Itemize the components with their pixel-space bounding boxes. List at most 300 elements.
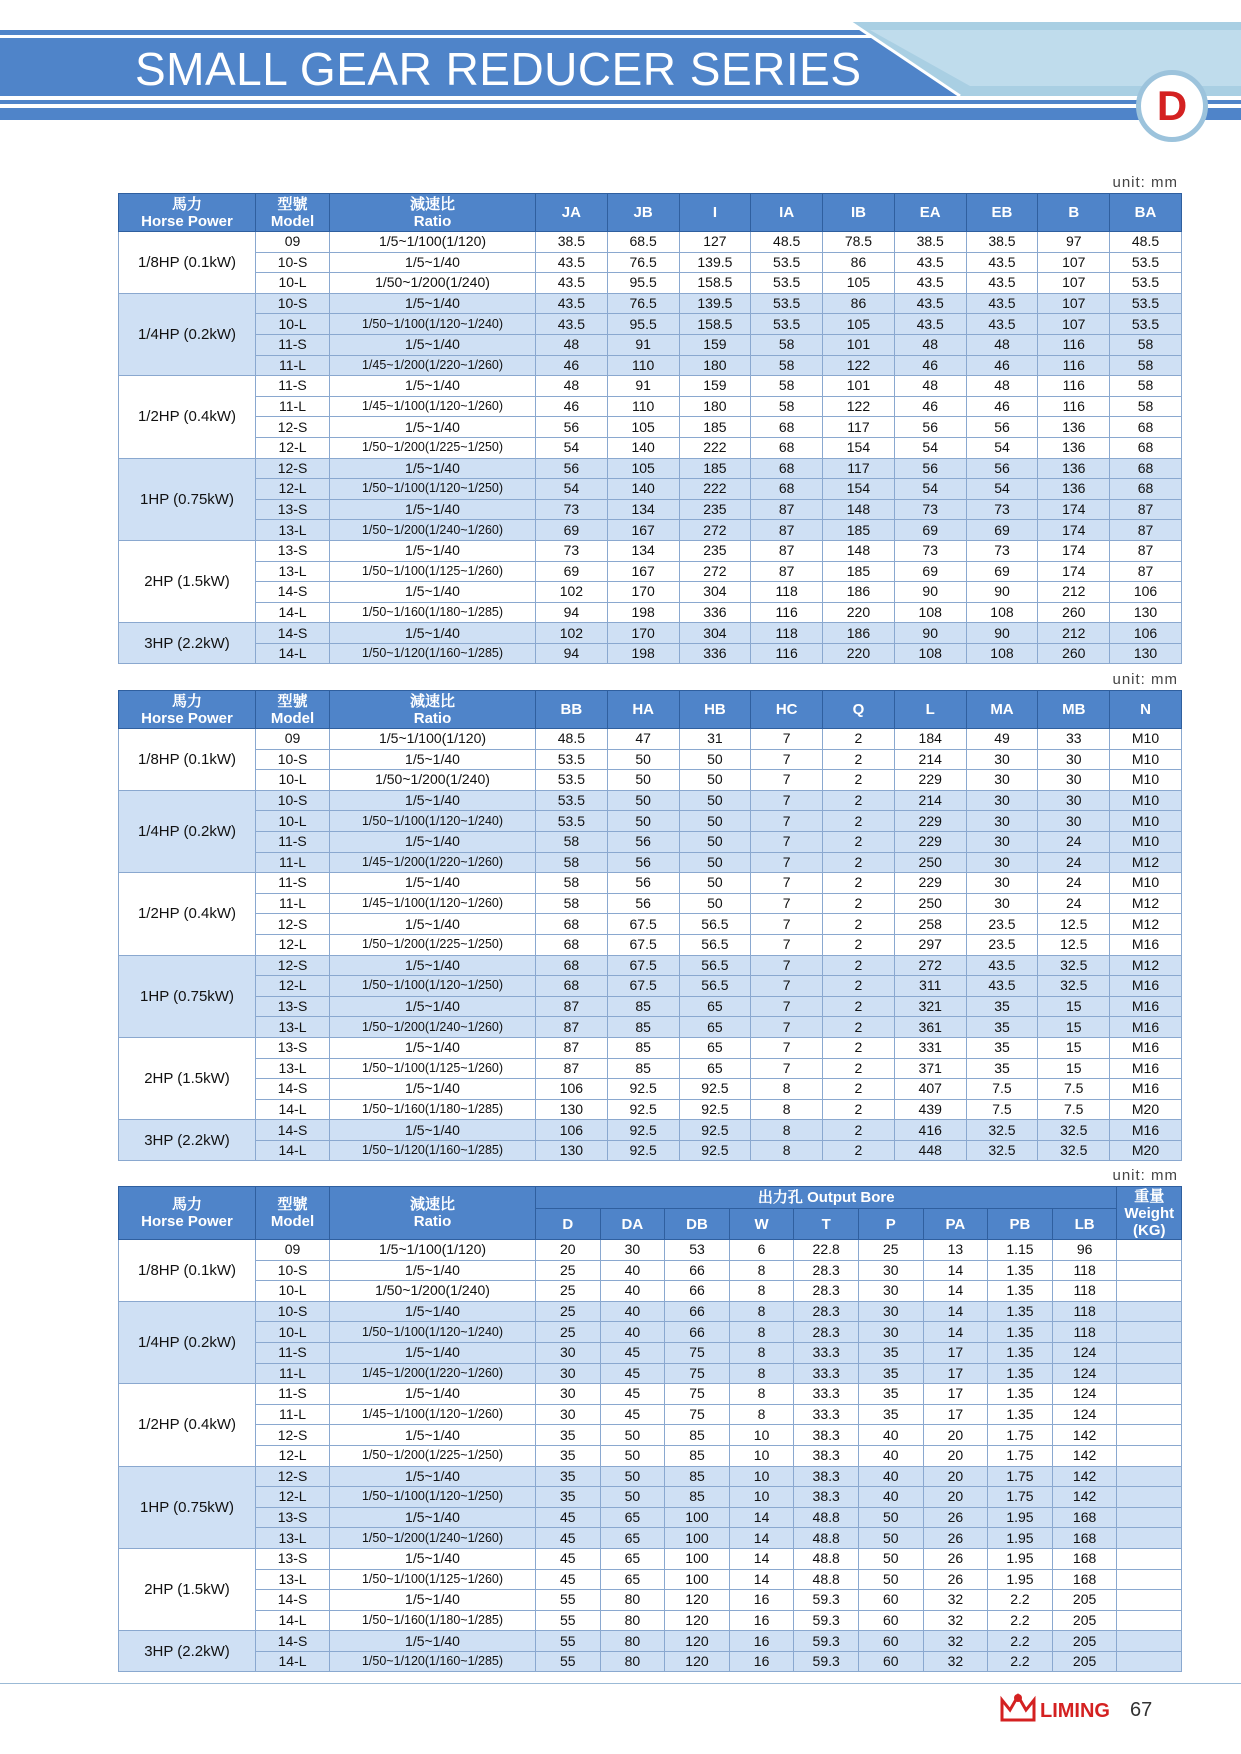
value-cell: 58	[1110, 355, 1182, 376]
table-row	[119, 1140, 1182, 1161]
column-header: BA	[1110, 194, 1182, 232]
page-title: SMALL GEAR REDUCER SERIES	[135, 43, 862, 95]
column-header: HA	[607, 691, 679, 729]
value-cell: 2	[823, 749, 895, 770]
model-cell: 13-S	[256, 540, 330, 561]
model-cell: 12-L	[256, 934, 330, 955]
header-ratio-zh: 減速比	[409, 1196, 455, 1213]
ratio-cell: 1/5~1/40	[330, 1260, 536, 1281]
value-cell: 92.5	[679, 1079, 751, 1100]
value-cell: 56.5	[679, 934, 751, 955]
value-cell	[1117, 1507, 1182, 1528]
value-cell: 49	[966, 729, 1038, 750]
table-row	[119, 1079, 1182, 1100]
value-cell: 170	[607, 623, 679, 644]
table-row	[119, 831, 1182, 852]
table-row	[119, 1322, 1182, 1343]
ratio-cell: 1/5~1/40	[330, 458, 536, 479]
model-cell: 14-L	[256, 643, 330, 664]
model-cell: 11-L	[256, 1404, 330, 1425]
value-cell: 55	[536, 1651, 601, 1672]
value-cell: 14	[729, 1507, 794, 1528]
value-cell: 139.5	[679, 252, 751, 273]
value-cell: 336	[679, 643, 751, 664]
model-cell: 14-S	[256, 1631, 330, 1652]
value-cell: 107	[1038, 293, 1110, 314]
page-header	[0, 0, 1241, 140]
value-cell: 87	[751, 540, 823, 561]
value-cell	[1117, 1384, 1182, 1405]
value-cell: 53.5	[536, 749, 608, 770]
value-cell: 32.5	[966, 1120, 1038, 1141]
value-cell: 73	[894, 499, 966, 520]
table-row	[119, 252, 1182, 273]
header-model	[256, 1187, 330, 1240]
value-cell: 108	[894, 602, 966, 623]
ratio-cell: 1/5~1/40	[330, 252, 536, 273]
value-cell: 48	[536, 376, 608, 397]
ratio-cell: 1/50~1/200(1/240~1/260)	[330, 1528, 536, 1549]
ratio-cell: 1/5~1/100(1/120)	[330, 1240, 536, 1261]
value-cell: 66	[665, 1322, 730, 1343]
model-cell: 14-S	[256, 1120, 330, 1141]
column-header: B	[1038, 194, 1110, 232]
value-cell: 336	[679, 602, 751, 623]
header-horse-power-en: Horse Power	[141, 212, 233, 230]
value-cell: 68	[536, 914, 608, 935]
value-cell: 2	[823, 996, 895, 1017]
column-header: Q	[823, 691, 895, 729]
table-row	[119, 623, 1182, 644]
value-cell: 95.5	[607, 273, 679, 294]
value-cell: 260	[1038, 602, 1110, 623]
value-cell: 120	[665, 1631, 730, 1652]
value-cell: 56	[607, 852, 679, 873]
value-cell: 154	[823, 437, 895, 458]
value-cell: 53.5	[1110, 314, 1182, 335]
value-cell: 116	[1038, 355, 1110, 376]
model-cell: 10-L	[256, 1281, 330, 1302]
value-cell: 30	[966, 790, 1038, 811]
value-cell: 50	[679, 770, 751, 791]
value-cell	[1117, 1301, 1182, 1322]
column-header: PB	[988, 1209, 1053, 1240]
value-cell: 124	[1052, 1404, 1117, 1425]
value-cell: 60	[858, 1651, 923, 1672]
value-cell: 30	[858, 1322, 923, 1343]
value-cell: 38.5	[966, 232, 1038, 253]
value-cell: 43.5	[966, 314, 1038, 335]
ratio-cell: 1/5~1/40	[330, 1301, 536, 1322]
column-header: EB	[966, 194, 1038, 232]
value-cell: 35	[966, 1037, 1038, 1058]
value-cell: 32.5	[1038, 976, 1110, 997]
value-cell: 48	[966, 376, 1038, 397]
value-cell: 105	[607, 458, 679, 479]
value-cell: 7	[751, 831, 823, 852]
value-cell: 106	[536, 1120, 608, 1141]
table-row	[119, 1569, 1182, 1590]
value-cell: 116	[751, 602, 823, 623]
table-row	[119, 520, 1182, 541]
value-cell: 50	[600, 1466, 665, 1487]
table-row	[119, 1404, 1182, 1425]
value-cell: 87	[536, 1058, 608, 1079]
value-cell: 32.5	[1038, 955, 1110, 976]
ratio-cell: 1/50~1/100(1/120~1/250)	[330, 479, 536, 500]
value-cell: 97	[1038, 232, 1110, 253]
value-cell: 12.5	[1038, 914, 1110, 935]
value-cell: 30	[858, 1281, 923, 1302]
value-cell: 168	[1052, 1569, 1117, 1590]
value-cell: M12	[1110, 914, 1182, 935]
value-cell: 60	[858, 1631, 923, 1652]
ratio-cell: 1/50~1/200(1/240)	[330, 1281, 536, 1302]
value-cell: 198	[607, 602, 679, 623]
value-cell: 33.3	[794, 1342, 859, 1363]
model-cell: 11-L	[256, 893, 330, 914]
value-cell: 78.5	[823, 232, 895, 253]
value-cell: M12	[1110, 955, 1182, 976]
table-row	[119, 729, 1182, 750]
model-cell: 12-S	[256, 1466, 330, 1487]
value-cell: 168	[1052, 1548, 1117, 1569]
model-cell: 09	[256, 729, 330, 750]
value-cell: 68.5	[607, 232, 679, 253]
value-cell: 107	[1038, 252, 1110, 273]
table-row	[119, 893, 1182, 914]
model-cell: 12-S	[256, 458, 330, 479]
value-cell: 92.5	[679, 1099, 751, 1120]
ratio-cell: 1/5~1/40	[330, 376, 536, 397]
value-cell: 142	[1052, 1425, 1117, 1446]
value-cell: 30	[536, 1363, 601, 1384]
horse-power-cell: 3HP (2.2kW)	[119, 623, 256, 664]
table-row	[119, 955, 1182, 976]
value-cell: 1.35	[988, 1384, 1053, 1405]
value-cell: 76.5	[607, 293, 679, 314]
value-cell: 23.5	[966, 934, 1038, 955]
value-cell: 321	[894, 996, 966, 1017]
horse-power-cell: 1/8HP (0.1kW)	[119, 1240, 256, 1302]
model-cell: 11-S	[256, 831, 330, 852]
value-cell: 91	[607, 376, 679, 397]
value-cell: 110	[607, 355, 679, 376]
value-cell: 7	[751, 749, 823, 770]
value-cell: 30	[1038, 749, 1110, 770]
value-cell: 58	[1110, 376, 1182, 397]
value-cell: 124	[1052, 1342, 1117, 1363]
table-row	[119, 1260, 1182, 1281]
value-cell: 16	[729, 1651, 794, 1672]
value-cell: 100	[665, 1507, 730, 1528]
value-cell: 87	[536, 996, 608, 1017]
value-cell: 94	[536, 602, 608, 623]
column-header: L	[894, 691, 966, 729]
header-horse-power-zh: 馬力	[171, 195, 202, 213]
value-cell: 40	[600, 1260, 665, 1281]
value-cell: 148	[823, 540, 895, 561]
value-cell: 14	[729, 1548, 794, 1569]
value-cell: 91	[607, 334, 679, 355]
ratio-cell: 1/5~1/40	[330, 499, 536, 520]
horse-power-cell: 1/2HP (0.4kW)	[119, 376, 256, 458]
value-cell: 2	[823, 893, 895, 914]
value-cell: 122	[823, 396, 895, 417]
value-cell: 15	[1038, 996, 1110, 1017]
value-cell: 53.5	[1110, 252, 1182, 273]
value-cell: 105	[823, 273, 895, 294]
value-cell: 7	[751, 1058, 823, 1079]
value-cell: 1.35	[988, 1260, 1053, 1281]
model-cell: 13-L	[256, 1528, 330, 1549]
value-cell	[1117, 1281, 1182, 1302]
value-cell: 68	[1110, 479, 1182, 500]
value-cell: 38.3	[794, 1487, 859, 1508]
value-cell: 95.5	[607, 314, 679, 335]
value-cell	[1117, 1466, 1182, 1487]
value-cell: 65	[600, 1569, 665, 1590]
table-row	[119, 232, 1182, 253]
value-cell: 106	[1110, 623, 1182, 644]
value-cell: M16	[1110, 1079, 1182, 1100]
value-cell: 58	[751, 396, 823, 417]
value-cell: 7.5	[966, 1079, 1038, 1100]
ratio-cell: 1/45~1/100(1/120~1/260)	[330, 396, 536, 417]
value-cell: 229	[894, 770, 966, 791]
value-cell: 272	[894, 955, 966, 976]
value-cell: 54	[536, 437, 608, 458]
value-cell: 35	[536, 1445, 601, 1466]
value-cell: 54	[966, 437, 1038, 458]
model-cell: 12-S	[256, 955, 330, 976]
value-cell: 50	[858, 1507, 923, 1528]
value-cell: 68	[1110, 437, 1182, 458]
value-cell: 229	[894, 811, 966, 832]
page-number: 67	[1130, 1699, 1153, 1721]
value-cell: 48	[536, 334, 608, 355]
value-cell: 58	[1110, 396, 1182, 417]
ratio-cell: 1/50~1/120(1/160~1/285)	[330, 643, 536, 664]
table-row	[119, 417, 1182, 438]
value-cell: 87	[1110, 499, 1182, 520]
value-cell: 32.5	[1038, 1140, 1110, 1161]
value-cell: 80	[600, 1651, 665, 1672]
value-cell	[1117, 1590, 1182, 1611]
model-cell: 14-L	[256, 1610, 330, 1631]
value-cell: 108	[966, 602, 1038, 623]
value-cell: 30	[858, 1301, 923, 1322]
table-row	[119, 914, 1182, 935]
value-cell: 46	[894, 396, 966, 417]
ratio-cell: 1/5~1/40	[330, 914, 536, 935]
value-cell: 107	[1038, 314, 1110, 335]
value-cell: 7	[751, 729, 823, 750]
value-cell: 26	[923, 1569, 988, 1590]
value-cell: 229	[894, 873, 966, 894]
ratio-cell: 1/50~1/200(1/240)	[330, 770, 536, 791]
value-cell: 32.5	[966, 1140, 1038, 1161]
value-cell	[1117, 1569, 1182, 1590]
value-cell: 45	[536, 1528, 601, 1549]
table-row	[119, 396, 1182, 417]
ratio-cell: 1/5~1/40	[330, 1590, 536, 1611]
model-cell: 12-S	[256, 1425, 330, 1446]
value-cell: 53.5	[1110, 273, 1182, 294]
value-cell: 30	[966, 873, 1038, 894]
value-cell: 25	[536, 1260, 601, 1281]
value-cell: 1.35	[988, 1322, 1053, 1343]
value-cell: 8	[751, 1079, 823, 1100]
value-cell: 30	[966, 852, 1038, 873]
value-cell: 205	[1052, 1610, 1117, 1631]
column-header: I	[679, 194, 751, 232]
value-cell: 35	[536, 1487, 601, 1508]
value-cell: 87	[751, 520, 823, 541]
value-cell: 108	[894, 643, 966, 664]
value-cell: 90	[966, 623, 1038, 644]
value-cell: 258	[894, 914, 966, 935]
model-cell: 11-S	[256, 376, 330, 397]
value-cell: 20	[923, 1487, 988, 1508]
brand-name: LIMING	[1040, 1700, 1110, 1722]
model-cell: 11-L	[256, 355, 330, 376]
header-model-zh: 型號	[277, 195, 308, 213]
value-cell: M12	[1110, 893, 1182, 914]
value-cell: 50	[858, 1528, 923, 1549]
value-cell: 142	[1052, 1487, 1117, 1508]
value-cell: 136	[1038, 458, 1110, 479]
value-cell: 214	[894, 790, 966, 811]
value-cell: 96	[1052, 1240, 1117, 1261]
value-cell: 45	[536, 1569, 601, 1590]
value-cell: 2	[823, 1037, 895, 1058]
value-cell: 10	[729, 1466, 794, 1487]
table-row	[119, 273, 1182, 294]
table-row	[119, 1240, 1182, 1261]
value-cell: 35	[858, 1404, 923, 1425]
ratio-cell: 1/45~1/200(1/220~1/260)	[330, 1363, 536, 1384]
value-cell: 8	[729, 1260, 794, 1281]
header-ratio-zh: 減速比	[409, 692, 455, 710]
ratio-cell: 1/45~1/100(1/120~1/260)	[330, 893, 536, 914]
value-cell: 38.3	[794, 1425, 859, 1446]
value-cell: 8	[729, 1384, 794, 1405]
value-cell: 7	[751, 934, 823, 955]
horse-power-cell: 3HP (2.2kW)	[119, 1631, 256, 1672]
value-cell: 50	[679, 811, 751, 832]
value-cell: 43.5	[536, 252, 608, 273]
model-cell: 11-L	[256, 852, 330, 873]
value-cell: 8	[729, 1404, 794, 1425]
header-ratio	[330, 691, 536, 729]
spec-table	[118, 1186, 1182, 1672]
value-cell: 24	[1038, 873, 1110, 894]
value-cell: 54	[894, 437, 966, 458]
value-cell: 85	[665, 1445, 730, 1466]
value-cell: 8	[751, 1140, 823, 1161]
value-cell: 439	[894, 1099, 966, 1120]
value-cell: 50	[679, 749, 751, 770]
table-row	[119, 790, 1182, 811]
value-cell: 50	[600, 1425, 665, 1446]
value-cell: 69	[966, 520, 1038, 541]
ratio-cell: 1/50~1/200(1/240~1/260)	[330, 1017, 536, 1038]
value-cell: 7.5	[966, 1099, 1038, 1120]
table-row	[119, 1301, 1182, 1322]
horse-power-cell: 2HP (1.5kW)	[119, 540, 256, 622]
value-cell: 100	[665, 1548, 730, 1569]
value-cell: 56	[966, 458, 1038, 479]
value-cell: 184	[894, 729, 966, 750]
ratio-cell: 1/5~1/40	[330, 540, 536, 561]
value-cell: 60	[858, 1590, 923, 1611]
model-cell: 10-L	[256, 314, 330, 335]
value-cell: 43.5	[966, 955, 1038, 976]
value-cell: 136	[1038, 479, 1110, 500]
value-cell: 43.5	[966, 273, 1038, 294]
value-cell: 50	[679, 790, 751, 811]
value-cell: 50	[679, 893, 751, 914]
value-cell: 416	[894, 1120, 966, 1141]
value-cell: 1.95	[988, 1528, 1053, 1549]
horse-power-cell: 1/8HP (0.1kW)	[119, 232, 256, 294]
value-cell: 50	[858, 1548, 923, 1569]
value-cell	[1117, 1322, 1182, 1343]
value-cell: 22.8	[794, 1240, 859, 1261]
column-header: T	[794, 1209, 859, 1240]
value-cell	[1117, 1610, 1182, 1631]
value-cell: 2	[823, 1017, 895, 1038]
value-cell: 407	[894, 1079, 966, 1100]
value-cell: 2	[823, 770, 895, 791]
value-cell: 7	[751, 770, 823, 791]
value-cell: 272	[679, 561, 751, 582]
value-cell: 53.5	[1110, 293, 1182, 314]
value-cell: 65	[600, 1528, 665, 1549]
table-row	[119, 749, 1182, 770]
table-row	[119, 376, 1182, 397]
value-cell: 43.5	[894, 314, 966, 335]
value-cell: 30	[1038, 790, 1110, 811]
value-cell: 40	[858, 1425, 923, 1446]
column-header: HC	[751, 691, 823, 729]
value-cell: 106	[1110, 582, 1182, 603]
value-cell: 120	[665, 1590, 730, 1611]
horse-power-cell: 1/4HP (0.2kW)	[119, 790, 256, 872]
value-cell: 8	[751, 1099, 823, 1120]
value-cell: 40	[858, 1487, 923, 1508]
value-cell: 24	[1038, 893, 1110, 914]
value-cell: 107	[1038, 273, 1110, 294]
value-cell: M16	[1110, 1120, 1182, 1141]
value-cell: 43.5	[966, 293, 1038, 314]
value-cell: 76.5	[607, 252, 679, 273]
value-cell: 2	[823, 1140, 895, 1161]
value-cell: 28.3	[794, 1260, 859, 1281]
value-cell: 85	[665, 1487, 730, 1508]
value-cell: 58	[1110, 334, 1182, 355]
value-cell: 59.3	[794, 1590, 859, 1611]
value-cell: 56.5	[679, 976, 751, 997]
value-cell: 56	[607, 831, 679, 852]
value-cell: 58	[751, 376, 823, 397]
value-cell: M10	[1110, 811, 1182, 832]
model-cell: 12-L	[256, 976, 330, 997]
value-cell: 92.5	[607, 1140, 679, 1161]
table-row	[119, 1631, 1182, 1652]
header-horse-power-en: Horse Power	[141, 709, 233, 727]
